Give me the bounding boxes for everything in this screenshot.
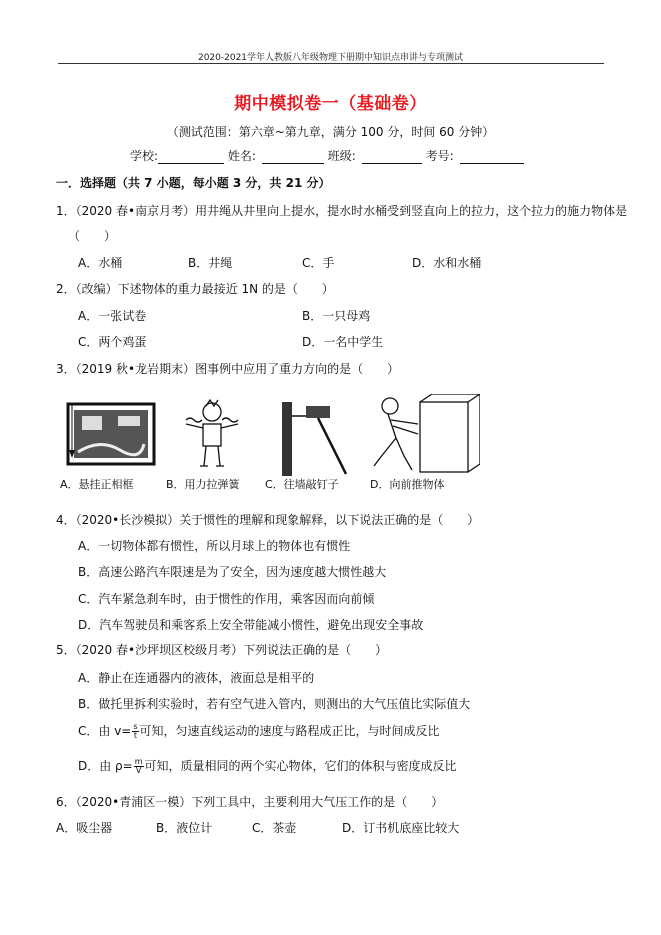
school-blank[interactable] — [158, 151, 224, 164]
q3-option-c[interactable]: C．往墙敲钉子 — [265, 478, 339, 491]
q5-option-b[interactable]: B．做托里拆利实验时，若有空气进入管内，则测出的大气压值比实际值大 — [78, 697, 471, 711]
q1-stem: 1．（2020 春•南京月考）用井绳从井里向上提水，提水时水桶受到竖直向上的拉力，这个拉力的施力物体是 — [56, 204, 628, 218]
class-label: 班级: — [327, 149, 356, 163]
q1-option-a[interactable]: A．水桶 — [78, 256, 123, 270]
q4-option-b[interactable]: B．高速公路汽车限速是为了安全，因为速度越大惯性越大 — [78, 565, 387, 579]
q2-option-c[interactable]: C．两个鸡蛋 — [78, 335, 147, 349]
q5-stem: 5．（2020 春•沙坪坝区校级月考）下列说法正确的是（ ） — [56, 643, 388, 657]
q3-option-b[interactable]: B．用力拉弹簧 — [166, 478, 240, 491]
picture-frame-illustration — [68, 404, 154, 464]
q6-option-a[interactable]: A．吸尘器 — [56, 821, 113, 835]
velocity-fraction: $\frac{s}{t}$ — [133, 722, 138, 740]
name-label: 姓名: — [227, 149, 256, 163]
page-header: 2020-2021学年人教版八年级物理下册期中知识点串讲与专项测试 — [197, 53, 464, 63]
q4-option-a[interactable]: A．一切物体都有惯性，所以月球上的物体也有惯性 — [78, 539, 351, 553]
q5-option-c-suffix: 可知，匀速直线运动的速度与路程成正比，与时间成反比 — [139, 724, 440, 738]
exam-scope: （测试范围：第六章~第九章，满分 100 分，时间 60 分钟） — [166, 125, 495, 139]
box-pusher-illustration — [374, 394, 480, 472]
q3-option-d[interactable]: D．向前推物体 — [370, 478, 445, 491]
spring-puller-illustration — [186, 400, 238, 466]
name-blank[interactable] — [262, 151, 324, 164]
q5-option-c[interactable] — [78, 722, 440, 740]
hammer-wall-illustration — [282, 402, 346, 476]
q1-paren: （ ） — [68, 229, 117, 243]
q5-option-c-prefix: C．由 v= — [78, 724, 132, 738]
q2-stem: 2．（改编）下述物体的重力最接近 1N 的是（ ） — [56, 282, 334, 296]
q6-option-c[interactable]: C．茶壶 — [252, 821, 297, 835]
q5-option-d-prefix: D．由 ρ= — [78, 759, 133, 773]
school-label: 学校: — [130, 149, 159, 163]
q4-option-c[interactable]: C．汽车紧急刹车时，由于惯性的作用，乘客因而向前倾 — [78, 592, 375, 606]
q5-option-d[interactable] — [78, 757, 457, 775]
density-fraction: $\frac{m}{V}$ — [134, 757, 143, 775]
q5-option-d-suffix: 可知，质量相同的两个实心物体，它们的体积与密度成反比 — [144, 759, 457, 773]
q1-option-c[interactable]: C．手 — [302, 256, 335, 270]
q6-option-d[interactable]: D．订书机底座比较大 — [342, 821, 460, 835]
header-rule — [58, 63, 604, 64]
class-blank[interactable] — [362, 151, 422, 164]
q6-option-b[interactable]: B．液位计 — [156, 821, 213, 835]
student-info-line — [130, 147, 524, 164]
q2-option-a[interactable]: A．一张试卷 — [78, 309, 147, 323]
q2-option-b[interactable]: B．一只母鸡 — [302, 309, 371, 323]
exam-title: 期中模拟卷一（基础卷） — [234, 94, 427, 114]
q4-stem: 4．（2020•长沙模拟）关于惯性的理解和现象解释，以下说法正确的是（ ） — [56, 513, 480, 527]
number-blank[interactable] — [460, 151, 524, 164]
number-label: 考号: — [425, 149, 454, 163]
q3-option-a[interactable]: A．悬挂正相框 — [60, 478, 134, 491]
q1-option-b[interactable]: B．井绳 — [188, 256, 233, 270]
section-heading: 一．选择题（共 7 小题，每小题 3 分，共 21 分） — [56, 176, 331, 190]
q6-stem: 6．（2020•青浦区一模）下列工具中，主要利用大气压工作的是（ ） — [56, 795, 444, 809]
q5-option-a[interactable]: A．静止在连通器内的液体，液面总是相平的 — [78, 671, 315, 685]
q3-stem: 3．（2019 秋•龙岩期末）图事例中应用了重力方向的是（ ） — [56, 362, 400, 376]
q4-option-d[interactable]: D．汽车驾驶员和乘客系上安全带能减小惯性，避免出现安全事故 — [78, 618, 424, 632]
q1-option-d[interactable]: D．水和水桶 — [412, 256, 482, 270]
q2-option-d[interactable]: D．一名中学生 — [302, 335, 384, 349]
